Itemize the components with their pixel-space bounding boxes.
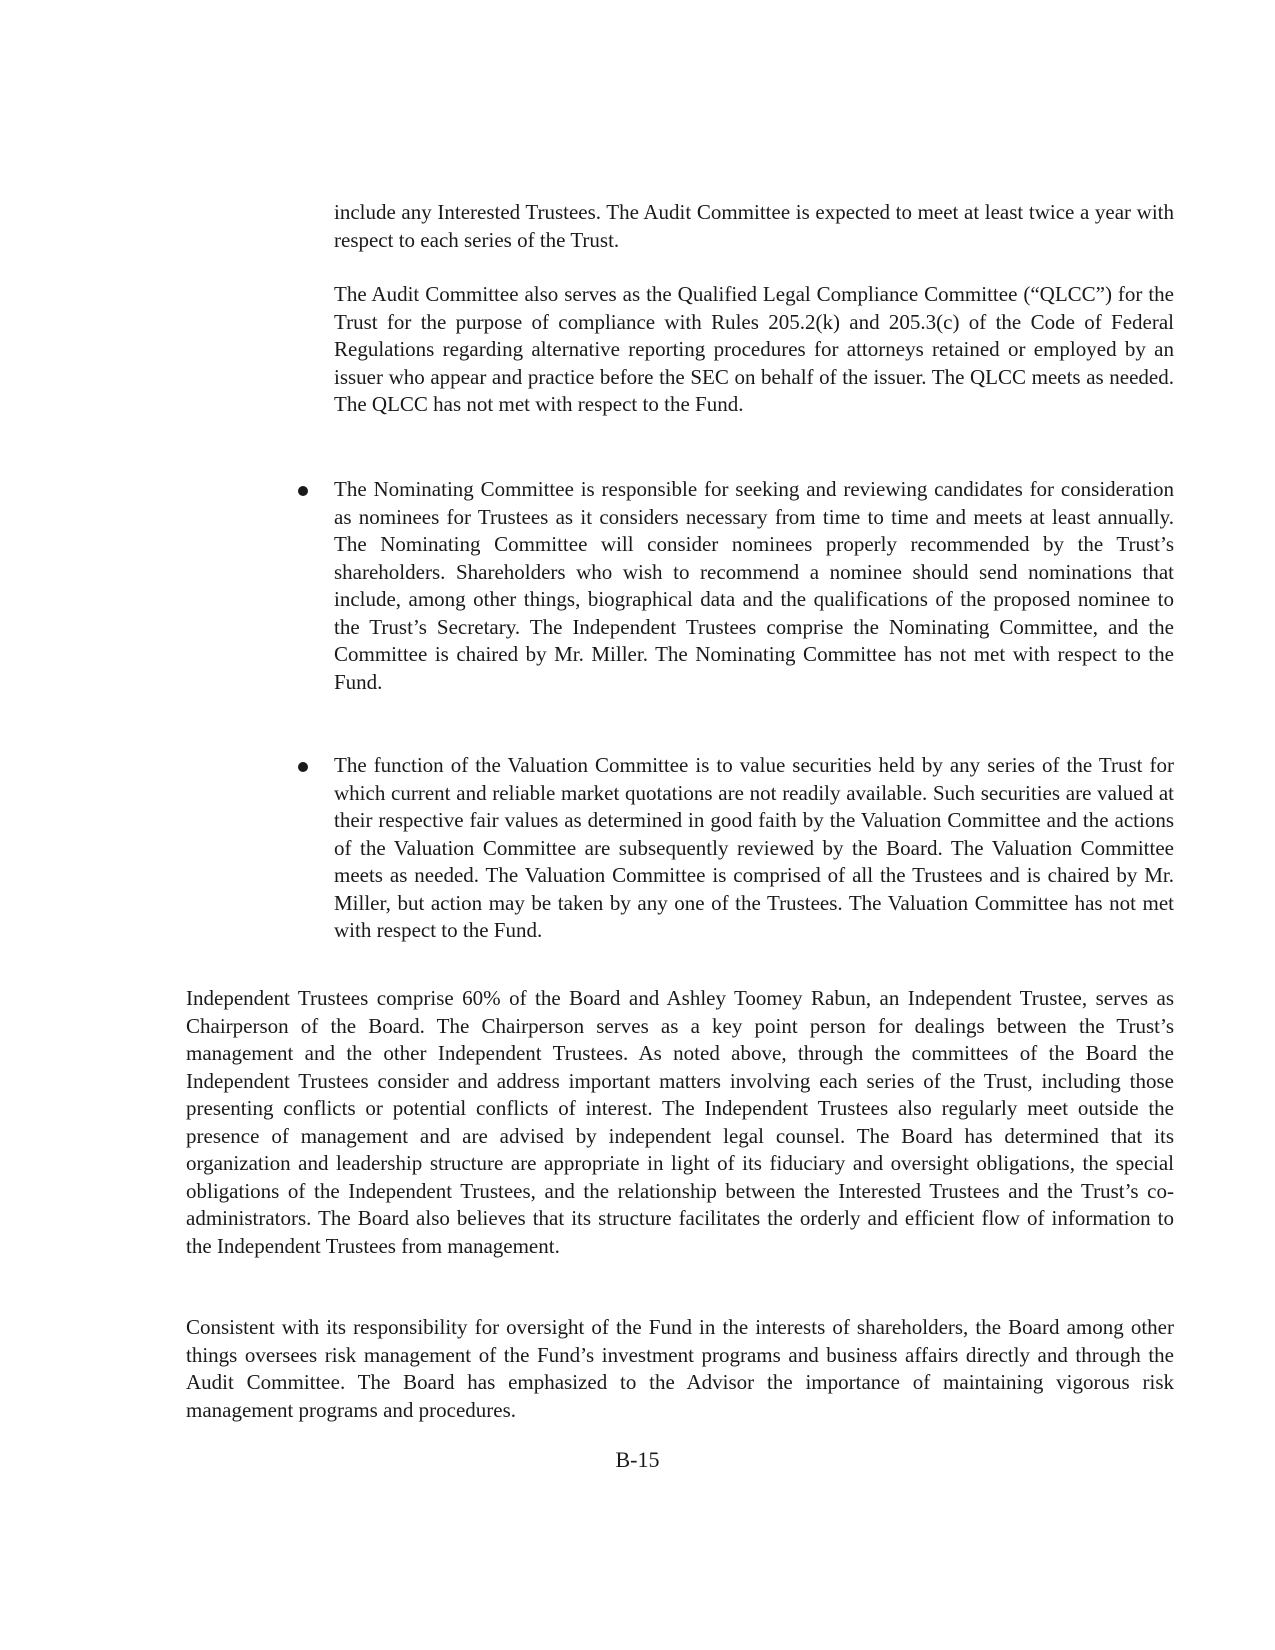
page-number: B-15 [615, 1447, 660, 1472]
audit-committee-continuation-paragraph: include any Interested Trustees. The Audit Committee is expected to meet at least twice a year with respect to each series of the Trust. [334, 200, 1174, 252]
bullet-icon [298, 762, 308, 772]
valuation-committee-bullet-text: The function of the Valuation Committee is to value securities held by any series of the Trust for which current and reliable market quotations are not readily available. Such securities are valued at their respective fair values as determined in good faith by the Valuation Committee and the actions of the Valuation Committee are subsequently reviewed by the Board. The Valuation Committee meets as needed. The Valuation Committee is comprised of all the Trustees and is chaired by Mr. Miller, but action may be taken by any one of the Trustees. The Valuation Committee has not met with respect to the Fund. [334, 753, 1174, 942]
nominating-committee-bullet-text: The Nominating Committee is responsible for seeking and reviewing candidates for consideration as nominees for Trustees as it considers necessary from time to time and meets at least annually. The Nominating Committee will consider nominees properly recommended by the Trust’s shareholders. Shareholders who wish to recommend a nominee should send nominations that include, among other things, biographical data and the qualifications of the proposed nominee to the Trust’s Secretary. The Independent Trustees comprise the Nominating Committee, and the Committee is chaired by Mr. Miller. The Nominating Committee has not met with respect to the Fund. [334, 477, 1174, 694]
independent-trustees-paragraph: Independent Trustees comprise 60% of the Board and Ashley Toomey Rabun, an Independent Trustee, serves as Chairperson of the Board. The Chairperson serves as a key point person for dealings between the Trust’s management and the other Independent Trustees. As noted above, through the committees of the Board the Independent Trustees consider and address important matters involving each series of the Trust, including those presenting conflicts or potential conflicts of interest. The Independent Trustees also regularly meet outside the presence of management and are advised by independent legal counsel. The Board has determined that its organization and leadership structure are appropriate in light of its fiduciary and oversight obligations, the special obligations of the Independent Trustees, and the relationship between the Interested Trustees and the Trust’s co-administrators. The Board also believes that its structure facilitates the orderly and efficient flow of information to the Independent Trustees from management. [186, 986, 1174, 1258]
risk-oversight-paragraph: Consistent with its responsibility for oversight of the Fund in the interests of shareholders, the Board among other things oversees risk management of the Fund’s investment programs and business affairs directly and through the Audit Committee. The Board has emphasized to the Advisor the importance of maintaining vigorous risk management programs and procedures. [186, 1315, 1174, 1422]
bullet-icon [298, 486, 308, 496]
qlcc-paragraph: The Audit Committee also serves as the Qualified Legal Compliance Committee (“QLCC”) for the Trust for the purpose of compliance with Rules 205.2(k) and 205.3(c) of the Code of Federal Regulations regarding alternative reporting procedures for attorneys retained or employed by an issuer who appear and practice before the SEC on behalf of the issuer. The QLCC meets as needed. The QLCC has not met with respect to the Fund. [334, 282, 1174, 416]
